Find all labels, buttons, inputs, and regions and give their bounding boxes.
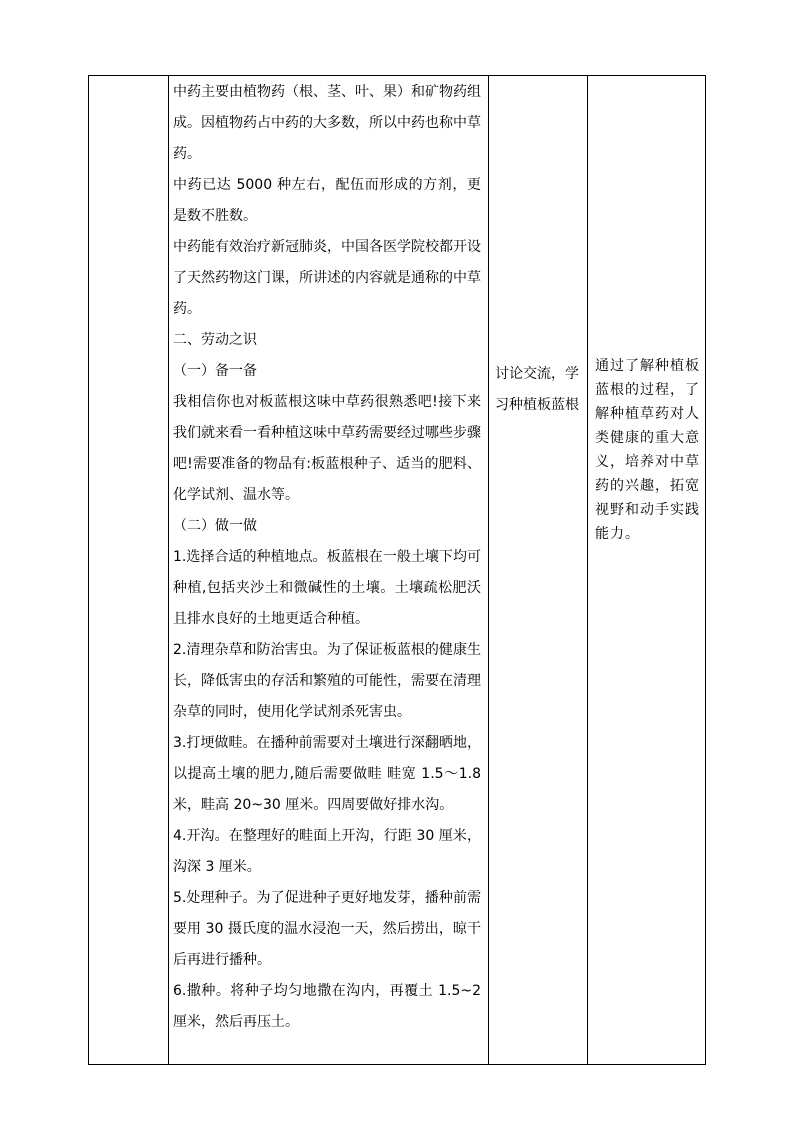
goal-line: 视野和动手实践 xyxy=(595,502,700,518)
paragraph-covid-treatment: 中药能有效治疗新冠肺炎，中国各医学院校都开设了天然药物这门课，所讲述的内容就是通称的中草药。 xyxy=(173,239,481,317)
activity-line: 习种植板蓝根 xyxy=(495,397,579,413)
paragraph-preparation-items: 我相信你也对板蓝根这味中草药很熟悉吧!接下来我们就来看一看种植这味中草药需要经过哪些步骤吧!需要准备的物品有:板蓝根种子、适当的肥料、化学试剂、温水等。 xyxy=(173,394,481,503)
subsection-heading-do: （二）做一做 xyxy=(173,518,257,534)
student-activity-cell xyxy=(495,359,585,421)
column-divider-3 xyxy=(587,76,588,1064)
paragraph-herbal-medicine-intro: 中药主要由植物药（根、茎、叶、果）和矿物药组成。因植物药占中药的大多数，所以中药也称中草药。 xyxy=(173,84,481,162)
step-3-make-ridges: 3.打埂做畦。在播种前需要对土壤进行深翻晒地，以提高土壤的肥力,随后需要做畦 畦宽 1.5～1.8米，畦高 20~30 厘米。四周要做好排水沟。 xyxy=(173,735,481,813)
step-2-clear-weeds: 2.清理杂草和防治害虫。为了保证板蓝根的健康生长，降低害虫的存活和繁殖的可能性，需要在清理杂草的同时，使用化学试剂杀死害虫。 xyxy=(173,642,481,720)
goal-line: 蓝根的过程，了 xyxy=(595,382,700,398)
subsection-heading-prepare: （一）备一备 xyxy=(173,363,257,379)
goal-line: 药的兴趣，拓宽 xyxy=(595,478,700,494)
column-divider-2 xyxy=(488,76,489,1064)
section-heading-labor-knowledge: 二、劳动之识 xyxy=(173,332,257,348)
goal-line: 义，培养对中草 xyxy=(595,454,700,470)
column-divider-1 xyxy=(168,76,169,1064)
goal-line: 能力。 xyxy=(595,526,640,542)
step-5-treat-seeds: 5.处理种子。为了促进种子更好地发芽，播种前需要用 30 摄氏度的温水浸泡一天，然后捞出，晾干后再进行播种。 xyxy=(173,890,481,968)
step-4-dig-furrows: 4.开沟。在整理好的畦面上开沟，行距 30 厘米，沟深 3 厘米。 xyxy=(173,828,481,875)
activity-line: 讨论交流，学 xyxy=(495,366,579,382)
step-6-sow-seeds: 6.撒种。将种子均匀地撒在沟内，再覆土 1.5~2 厘米，然后再压土。 xyxy=(173,983,481,1030)
teaching-content-cell xyxy=(173,77,481,1038)
paragraph-formula-count: 中药已达 5000 种左右，配伍而形成的方剂，更是数不胜数。 xyxy=(173,177,481,224)
design-intent-cell xyxy=(595,354,703,546)
goal-line: 通过了解种植板 xyxy=(595,358,700,374)
step-1-choose-location: 1.选择合适的种植地点。板蓝根在一般土壤下均可种植,包括夹沙土和微碱性的土壤。土壤疏松肥沃且排水良好的土地更适合种植。 xyxy=(173,549,481,627)
goal-line: 类健康的重大意 xyxy=(595,430,700,446)
goal-line: 解种植草药对人 xyxy=(595,406,700,422)
lesson-table xyxy=(88,75,706,1065)
